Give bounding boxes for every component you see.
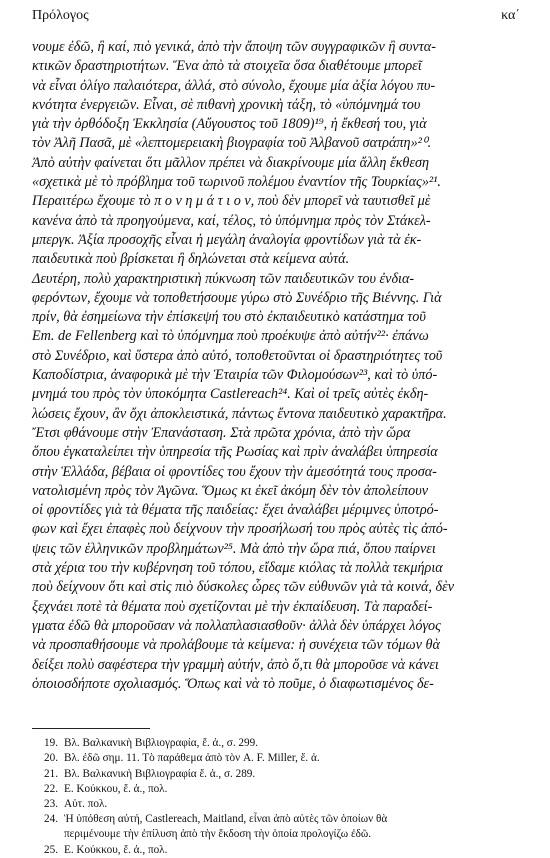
running-header [32,0,528,24]
text-line: μπεργκ. Ἀξία προσοχῆς εἶναι ἡ μεγάλη ἀναλογία φροντίδων γιὰ τὰ ἐκ- [32,231,422,248]
footnote [32,782,528,797]
footnote-continuation: περιμένουμε τὴν ἐπίλυση ἀπὸ τὴν ἔκδοση τὴν ὁποία προλογίζω ἐδῶ. [64,828,372,841]
text-line: στὸ Συνέδριο, καὶ ὕστερα ἀπὸ αὐτό, τοποθετοῦνται οἱ δραστηριότητες τοῦ [32,347,443,364]
page-number: κα΄ [501,8,520,23]
text-line: ξεχνάει ποτὲ τὰ θέματα ποὺ σχετίζονται μὲ τὴν ἐκπαίδευση. Τὰ παραδεί- [32,598,433,615]
text-line: μνημά του πρὸς τὸν ὑποκόμητα Castlereach²⁴. Καὶ οἱ τρεῖς αὐτὲς ἐκδη- [32,386,429,403]
text-line: πρίν, θὰ ἐσημείωνα τὴν ἐπίσκεψή του στὸ ἐκπαιδευτικὸ κατάστημα τοῦ [32,309,426,326]
text-line: «σχετικὰ μὲ τὸ πρόβλημα τοῦ τωρινοῦ πολέμου ἐναντίον τῆς Τουρκίας»²¹. [32,174,441,191]
footnote-text: Ἡ ὑπόθεση αὐτή, Castlereach, Maitland, εἶναι ἀπὸ αὐτὲς τῶν ὁποίων θὰ [64,813,388,826]
footnote-number: 20. [44,752,58,765]
text-line: γιὰ τὴν ὀρθόδοξη Ἐκκλησία (Αὔγουστος τοῦ 1809)¹⁹, ἡ ἔκθεσή του, γιὰ [32,116,427,133]
text-line: Δευτέρη, πολὺ χαρακτηριστικὴ πύκνωση τῶν παιδευτικῶν του ἐνδια- [32,270,415,287]
footnote-text: Ε. Κούκκου, ἔ. ἀ., πολ. [64,843,168,856]
text-line: Καποδίστρια, ἀναφορικὰ μὲ τὴν Ἑταιρία τῶν Φιλομούσων²³, καὶ τὸ ὑπό- [32,367,438,384]
text-line: κτικῶν δραστηριοτήτων. Ἕνα ἀπὸ τὰ στοιχεῖα ὅσα διαθέτουμε μπορεῖ [32,58,422,75]
footnote-rule [32,728,150,729]
text-line: στὴν Ἑλλάδα, βέβαια οἱ φροντίδες του ἔχουν τὴν ἀμεσότητά τους προσα- [32,463,437,480]
main-text [32,38,528,694]
text-line: στὰ χέρια του τὴν κυβέρνηση τοῦ τόπου, εἴδαμε κιόλας τὰ πολλὰ τεκμήρια [32,560,443,577]
text-line: Περαιτέρω ἔχουμε τὸ π ο ν η μ ά τ ι ο ν, ποὺ δὲν μπορεῖ νὰ ταυτισθεῖ μὲ [32,193,431,210]
text-line: κανένα ἀπὸ τὰ προηγούμενα, καί, τέλος, τὸ ὑπόμνημα πρὸς τὸν Στάκελ- [32,212,431,229]
text-line: νουμε ἐδῶ, ἢ καί, πιὸ γενικά, ἀπὸ τὴν ἄποψη τῶν συγγραφικῶν ἢ συντα- [32,39,436,55]
footnote-number: 21. [44,767,58,780]
text-line: παιδευτικὰ ποὺ βρίσκεται ἢ δηλώνεται στὰ κείμενα αὐτά. [32,251,350,268]
footnotes [32,736,528,858]
text-line: Em. de Fellenberg καὶ τὸ ὑπόμνημα ποὺ προέκυψε ἀπὸ αὐτήν²²· ἐπάνω [32,328,429,345]
text-line: κνότητα ἐνεργειῶν. Εἶναι, σὲ πιθανὴ χρονικὴ τάξη, τὸ «ὑπόμνημά του [32,96,421,113]
text-line: νὰ προσπαθήσουμε νὰ προλάβουμε τὰ κείμενα: ἡ συνέχεια τῶν τόμων θὰ [32,637,440,654]
text-line: φερόντων, ἔχουμε νὰ τοποθετήσουμε γύρω στὸ Συνέδριο τῆς Βιέννης. Γιὰ [32,289,442,306]
text-line: δείξει πολὺ σαφέστερα τὴν γραμμὴ αὐτήν, ἀπὸ ὅ,τι θὰ μποροῦσε νὰ κάνει [32,656,439,673]
footnote-number: 22. [44,782,58,795]
footnote-text: Βλ. Βαλκανικὴ Βιβλιογραφία ἔ. ἀ., σ. 289. [64,767,256,780]
footnote [32,797,528,812]
text-line: φων καὶ ἔχει ἐπαφὲς ποὺ δείχνουν τὴν προσήλωσή του πρὸς αὐτὲς τὶς ἀπό- [32,521,448,538]
footnote [32,767,528,782]
footnote-number: 19. [44,737,58,750]
text-line: ὁποιοσδήποτε σχολιασμός. Ὅπως καὶ νὰ τὸ ποῦμε, ὁ διαφωτισμένος δε- [32,675,434,692]
footnote-text: Αὐτ. πολ. [64,797,108,810]
text-line: ὅπου ἐγκαταλείπει τὴν ὑπηρεσία τῆς Ρωσίας καὶ πρὶν ἀναλάβει ὑπηρεσία [32,444,438,461]
footnote-number: 24. [44,813,58,826]
footnote [32,751,528,766]
text-line: γματα ἐδῶ θὰ μποροῦσαν νὰ πολλαπλασιασθοῦν· ἀλλὰ δὲν ὑπάρχει λόγος [32,617,441,634]
text-line: λώσεις ἔχουν, ἂν ὄχι ἀποκλειστικά, πάντως ἔντονα παιδευτικὸ χαρακτῆρα. [32,405,447,422]
footnote-number: 23. [44,797,58,810]
text-line: ψεις τῶν ἑλληνικῶν προβλημάτων²⁵. Μὰ ἀπὸ τὴν ὥρα πιά, ὅπου παίρνει [32,540,436,557]
text-line: ποὺ δείχνουν ὅτι καὶ στὶς πιὸ δύσκολες ὧρες τῶν εὐθυνῶν γιὰ τὰ κοινά, δὲν [32,579,455,596]
footnote [32,843,528,858]
text-line: Ἀπὸ αὐτὴν φαίνεται ὅτι μᾶλλον πρέπει νὰ διακρίνουμε μία ἄλλη ἔκθεση [32,154,429,171]
footnote [32,812,528,827]
text-line: νατολισμένη πρὸς τὸν Ἀγῶνα. Ὅμως κι ἐκεῖ ἀκόμη δὲν τὸν ἀπολείπουν [32,482,429,499]
text-line: νὰ εἶναι ὀλίγο παλαιότερα, ἀλλά, στὸ σύνολο, ἔχουμε μία ἀξία λόγου πυ- [32,77,436,94]
text-line: οἱ φροντίδες γιὰ τὰ θέματα τῆς παιδείας: ἔχει ἀναλάβει μέριμνες ὑποτρό- [32,502,439,519]
footnote-number: 25. [44,843,58,856]
footnote [32,736,528,751]
footnote-text: Ε. Κούκκου, ἔ. ἀ., πολ. [64,782,168,795]
footnote-text: Βλ. Βαλκανικὴ Βιβλιογραφία, ἔ. ἀ., σ. 299. [64,737,258,750]
text-line: τὸν Ἀλῆ Πασᾶ, μὲ «λεπτομερειακὴ βιογραφία τοῦ Ἀλβανοῦ σατράπη»²⁰. [32,135,432,152]
running-title: Πρόλογος [32,8,89,23]
text-line: Ἔτσι φθάνουμε στὴν Ἐπανάσταση. Στὰ πρῶτα χρόνια, ἀπὸ τὴν ὥρα [32,424,411,441]
footnote-text: Βλ. ἐδῶ σημ. 11. Τὸ παράθεμα ἀπὸ τὸν A. F. Miller, ἔ. ἀ. [64,752,320,765]
